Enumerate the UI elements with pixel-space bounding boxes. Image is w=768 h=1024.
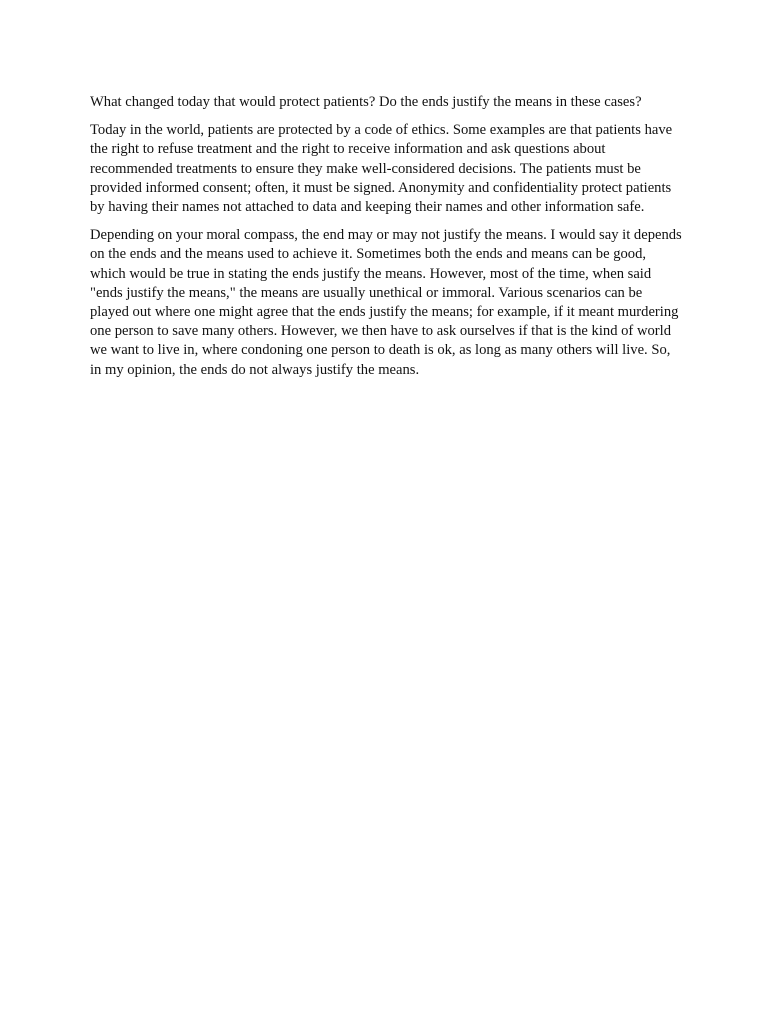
document-body bbox=[90, 93, 682, 389]
question-line: What changed today that would protect patients? Do the ends justify the means in these cases? bbox=[90, 94, 642, 110]
paragraph-patient-protection: Today in the world, patients are protected by a code of ethics. Some examples are that patients have the right to refuse treatment and the right to receive information and ask questions about recommended treatments to ensure they make well-considered decisions. The patients must be provided informed consent; often, it must be signed. Anonymity and confidentiality protect patients by having their names not attached to data and keeping their names and other information safe. bbox=[90, 122, 673, 216]
paragraph-ends-justify-means: Depending on your moral compass, the end may or may not justify the means. I would say it depends on the ends and the means used to achieve it. Sometimes both the ends and means can be good, which would be true in stating the ends justify the means. However, most of the time, when said "ends justify the means," the means are usually unethical or immoral. Various scenarios can be played out where one might agree that the ends justify the means; for example, if it meant murdering one person to save many others. However, we then have to ask ourselves if that is the kind of world we want to live in, where condoning one person to death is ok, as long as many others will live. So, in my opinion, the ends do not always justify the means. bbox=[90, 227, 682, 378]
